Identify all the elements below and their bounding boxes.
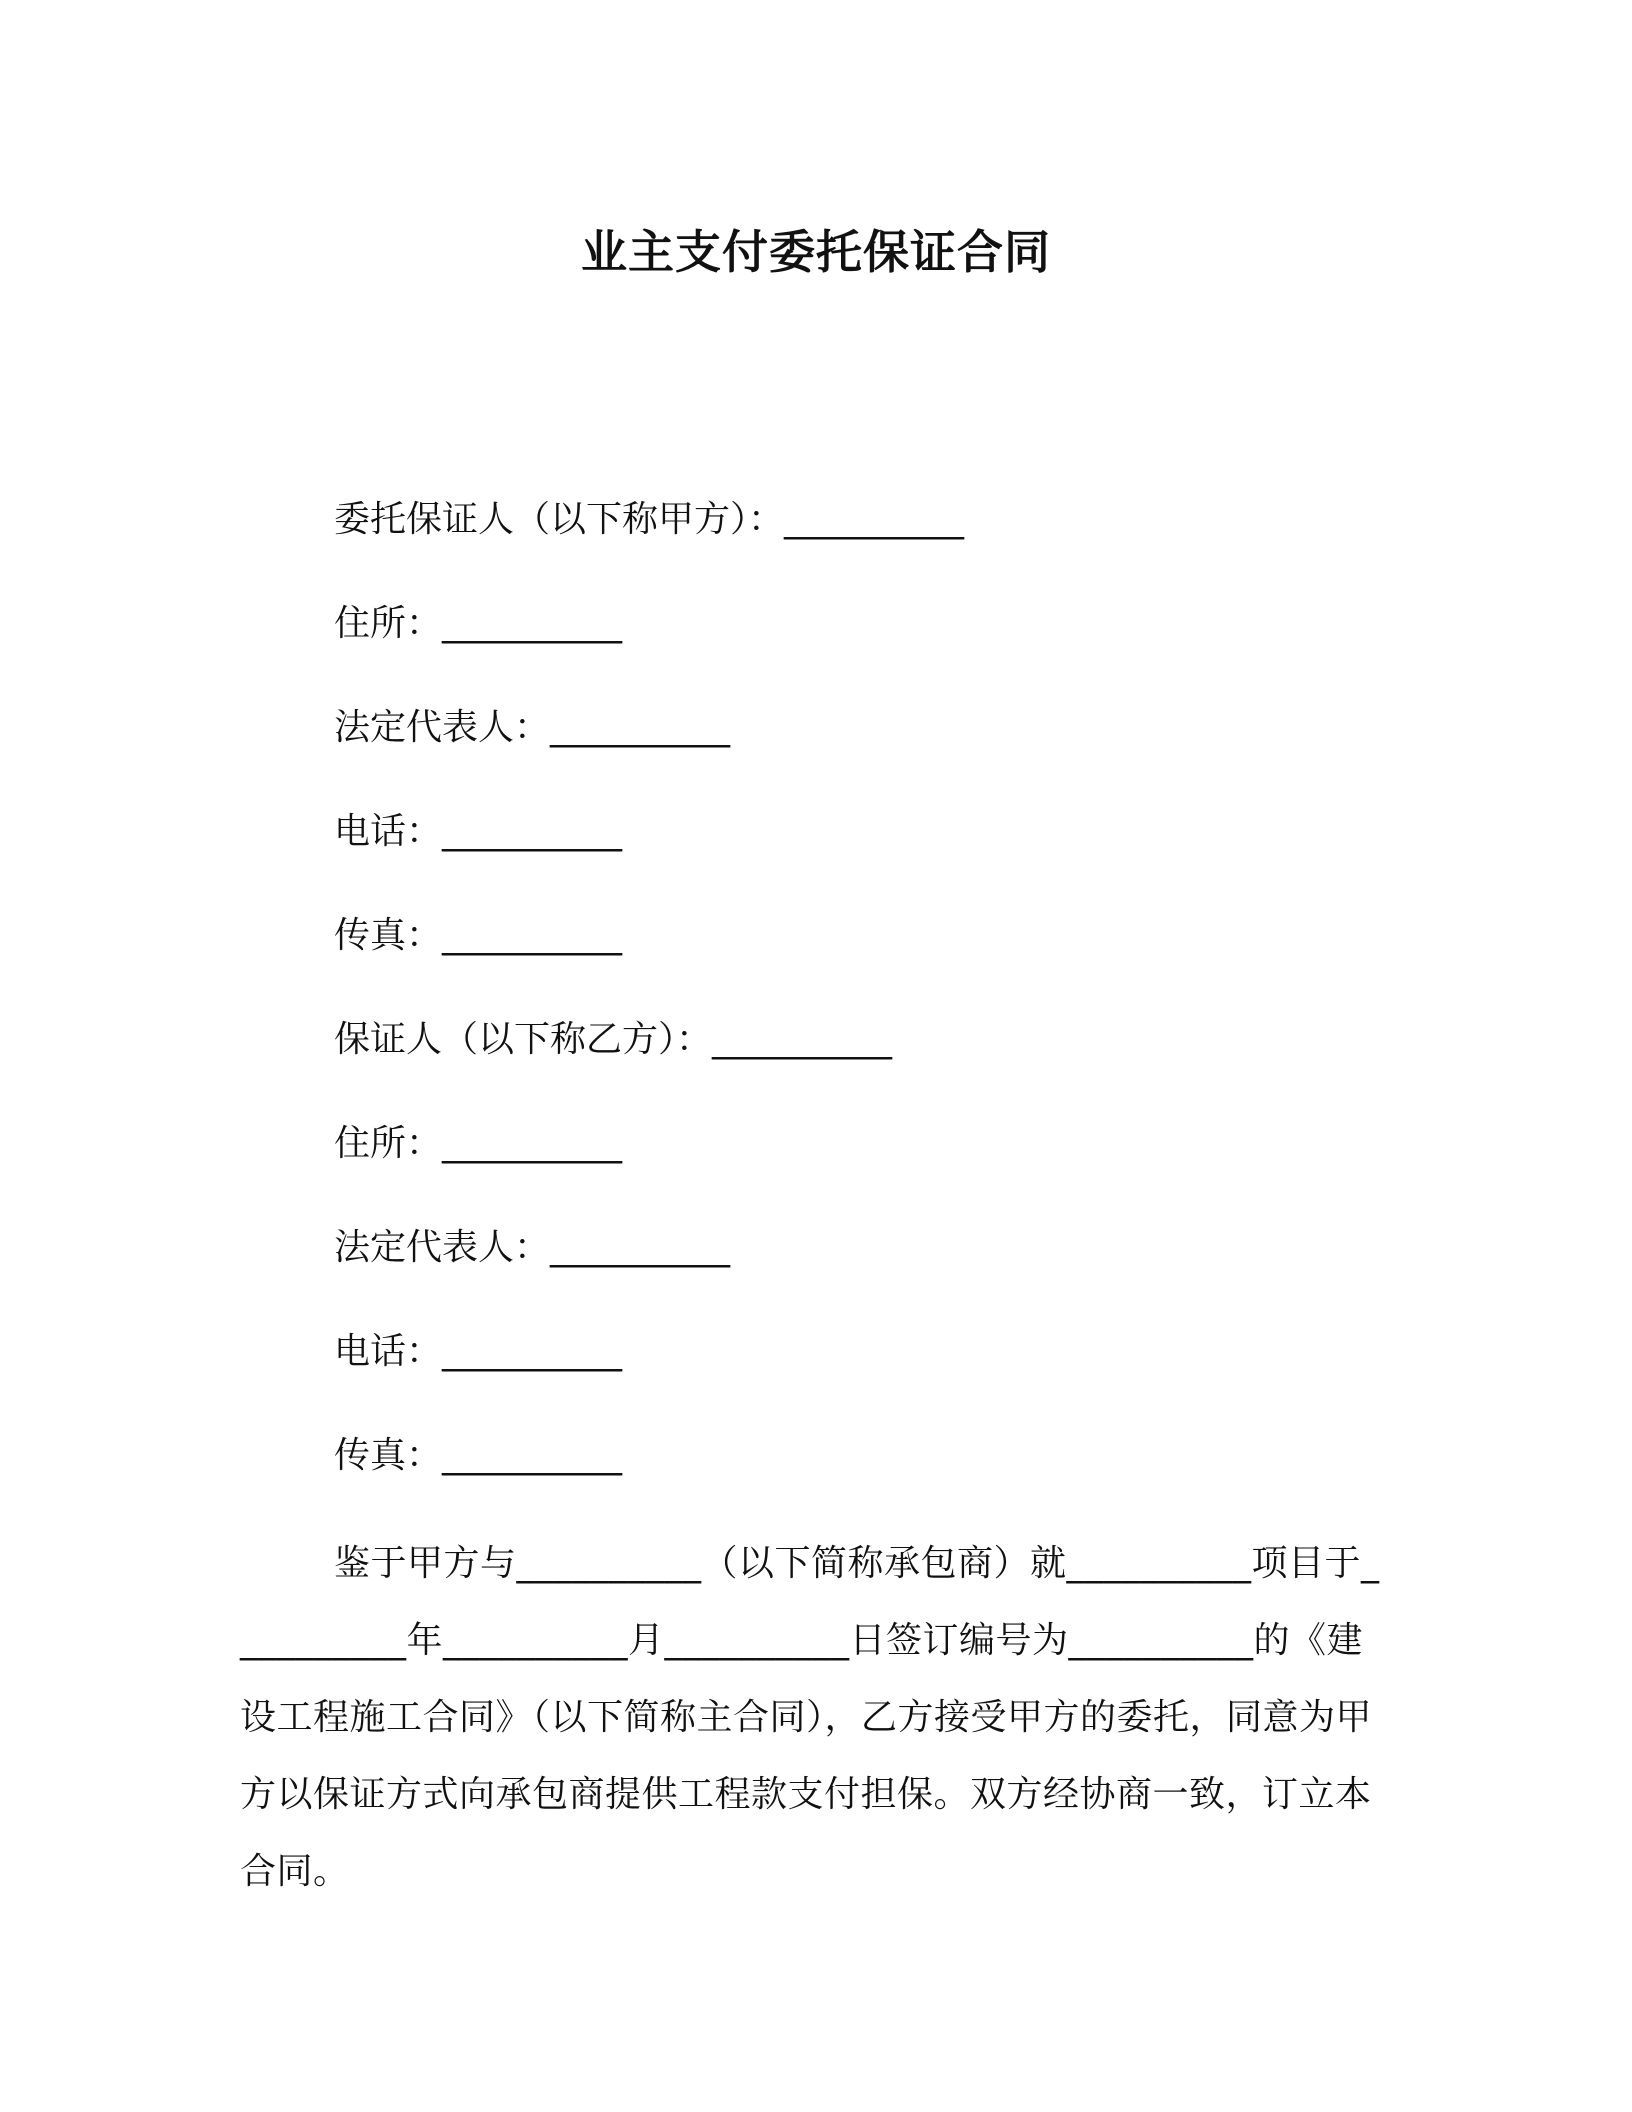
guarantor-phone-field: 电话：__________ xyxy=(334,1331,623,1372)
contract-preamble-paragraph: 鉴于甲方与__________（以下简称承包商）就__________项目于__________年__________月__________日签订编号为__________的《建设工程施工合同》（以下简称主合同），乙方接受甲方的委托，同意为甲方以保证方式向承包商提供工程款支付担保。双方经协商一致，订立本合同。 xyxy=(240,1543,1380,1892)
client-guarantor-field: 委托保证人（以下称甲方）：__________ xyxy=(334,499,965,540)
client-legal-representative-field: 法定代表人：__________ xyxy=(334,707,731,748)
guarantor-fax-field: 传真：__________ xyxy=(334,1435,623,1476)
guarantor-field: 保证人（以下称乙方）：__________ xyxy=(334,1019,893,1060)
guarantor-legal-representative-field: 法定代表人：__________ xyxy=(334,1227,731,1268)
client-phone-field: 电话：__________ xyxy=(334,811,623,852)
guarantor-address-field: 住所：__________ xyxy=(334,1123,623,1164)
client-address-field: 住所：__________ xyxy=(334,603,623,644)
document-title: 业主支付委托保证合同 xyxy=(581,225,1051,279)
party-info-section xyxy=(334,492,1434,1532)
client-fax-field: 传真：__________ xyxy=(334,915,623,956)
